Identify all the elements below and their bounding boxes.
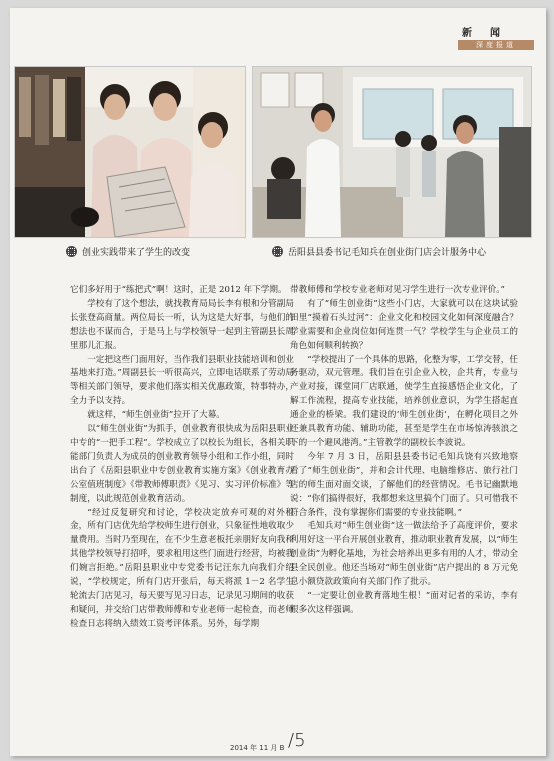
paragraph: 今年 7 月 3 日，岳阳县县委书记毛知兵饶有兴致地察看了“师生创业街”，并和会计代理、电脑维修店、旅行社门店的师生面对面交谈，了解他们的经营情况。毛书记幽默地说：“你们搞得很好，我都想来这里搞个门面了。只可惜我不符合条件，没有掌握你们需要的专业技能啊。”	[290, 451, 518, 518]
caption-bullet-icon	[272, 246, 283, 257]
magazine-page	[10, 8, 546, 756]
paragraph: “经过反复研究和讨论，学校决定放弃可观的对外租金，所有门店优先给学校师生进行创业，只象征性地收取少量费用。当时乃至现在，在不少生意老板托亲朋好友向我和其他学校领导打招呼，要求租用这些门面进行经营，均被我们婉言拒绝。”岳阳县职业中专党委书记汪东九向我们介绍说，“学校规定，所有门店开张后，每天将派 1－2 名学生轮流去门店见习，每天要写见习日志，记录见习期间的收获和疑问，并交给门店带教师傅和专业老师一起检查，而老师检查日志将纳入绩效工资考评体系。另外，每学期	[70, 507, 294, 629]
section-subtitle-bar: 深度报道	[458, 40, 534, 50]
paragraph: 带教师傅和学校专业老师对见习学生进行一次专业评价。”	[290, 285, 505, 295]
photo-caption-left	[66, 244, 190, 258]
issue-date: 2014 年 11 月 B	[230, 744, 285, 752]
article-column-left	[70, 284, 294, 632]
photo-official-visit	[252, 66, 532, 238]
photo-students-clothing-store	[14, 66, 246, 238]
article-column-right	[290, 284, 518, 618]
paragraph: “学校提出了一个具体的思路，化整为零，工学交替，任务驱动，双元管理。我们旨在引企业入校，企共育，专业与产业对接，课堂同厂店联通，使学生直接感悟企业文化，了解工作流程，提高专业技能，培养创业意识，为学生搭起直通企业的桥梁。我们建设的‘师生创业街’，在孵化项目之外还兼具教育功能、辅助功能，甚至是学生在市场惊涛骇浪之下的一个避风港湾。”主管教学的副校长李波说。	[290, 354, 518, 448]
photo-official-illustration	[253, 67, 531, 237]
paragraph: 毛知兵对“师生创业街”这一做法给予了高度评价，要求利用好这一平台开展创业教育，推动职业教育发展，以“师生创业街”为孵化基地，为社会培养出更多有用的人才，带动全县全民创业。他还当场对“师生创业街”店户提出的 8 万元免息小额贷款政策向有关部门作了批示。	[290, 521, 518, 588]
paragraph: “一定要让创业教育落地生根！”面对记者的采访，李有根多次这样强调。	[290, 590, 518, 615]
section-title: 新闻	[462, 28, 518, 39]
page-number: /5	[288, 730, 306, 751]
caption-text-left: 创业实践带来了学生的改变	[82, 247, 191, 258]
paragraph: 它们多好用于“练把式”啊！这时，正是 2012 年下学期。	[70, 285, 287, 295]
paragraph: 学校有了这个想法，就找教育局局长李有根和分管副局长张登高商量。两位局长一听，认为这是大好事，与他们的想法也不谋而合，于是马上与学校领导一起到主管副县长周里那儿汇报。	[70, 298, 294, 351]
paragraph: 有了“师生创业街”这些小门店，大家就可以在这块试验田里“摸着石头过河”：企业文化和校园文化如何深度融合？学业需要和企业岗位如何连贯一气？学校学生与企业员工的角色如何顺利转换？	[290, 298, 518, 351]
caption-bullet-icon	[66, 246, 77, 257]
photo-students-illustration	[15, 67, 245, 237]
paragraph: 一定把这些门面用好，当作我们县职业技能培训和创业基地来打造。”周副县长一听很高兴，立即电话联系了劳动局等相关部门领导，要求他们落实相关优惠政策，特事特办，全力予以支持。	[70, 354, 294, 407]
paragraph: 就这样，“师生创业街”拉开了大幕。	[87, 410, 225, 421]
caption-text-right: 岳阳县县委书记毛知兵在创业街门店会计服务中心	[288, 247, 487, 258]
paragraph: 以“师生创业街”为抓手，创业教育很快成为岳阳县职业中专的“一把手工程”。学校成立了以校长为组长，各相关职能部门负责人为成员的创业教育领导小组和工作小组，同时出台了《岳阳县职业中专创业教育实施方案》《创业教育办公室值班制度》《带教师傅职责》《见习、实习评价标准》等制度，以此规范创业教育活动。	[70, 424, 294, 504]
photo-caption-right	[272, 244, 486, 258]
